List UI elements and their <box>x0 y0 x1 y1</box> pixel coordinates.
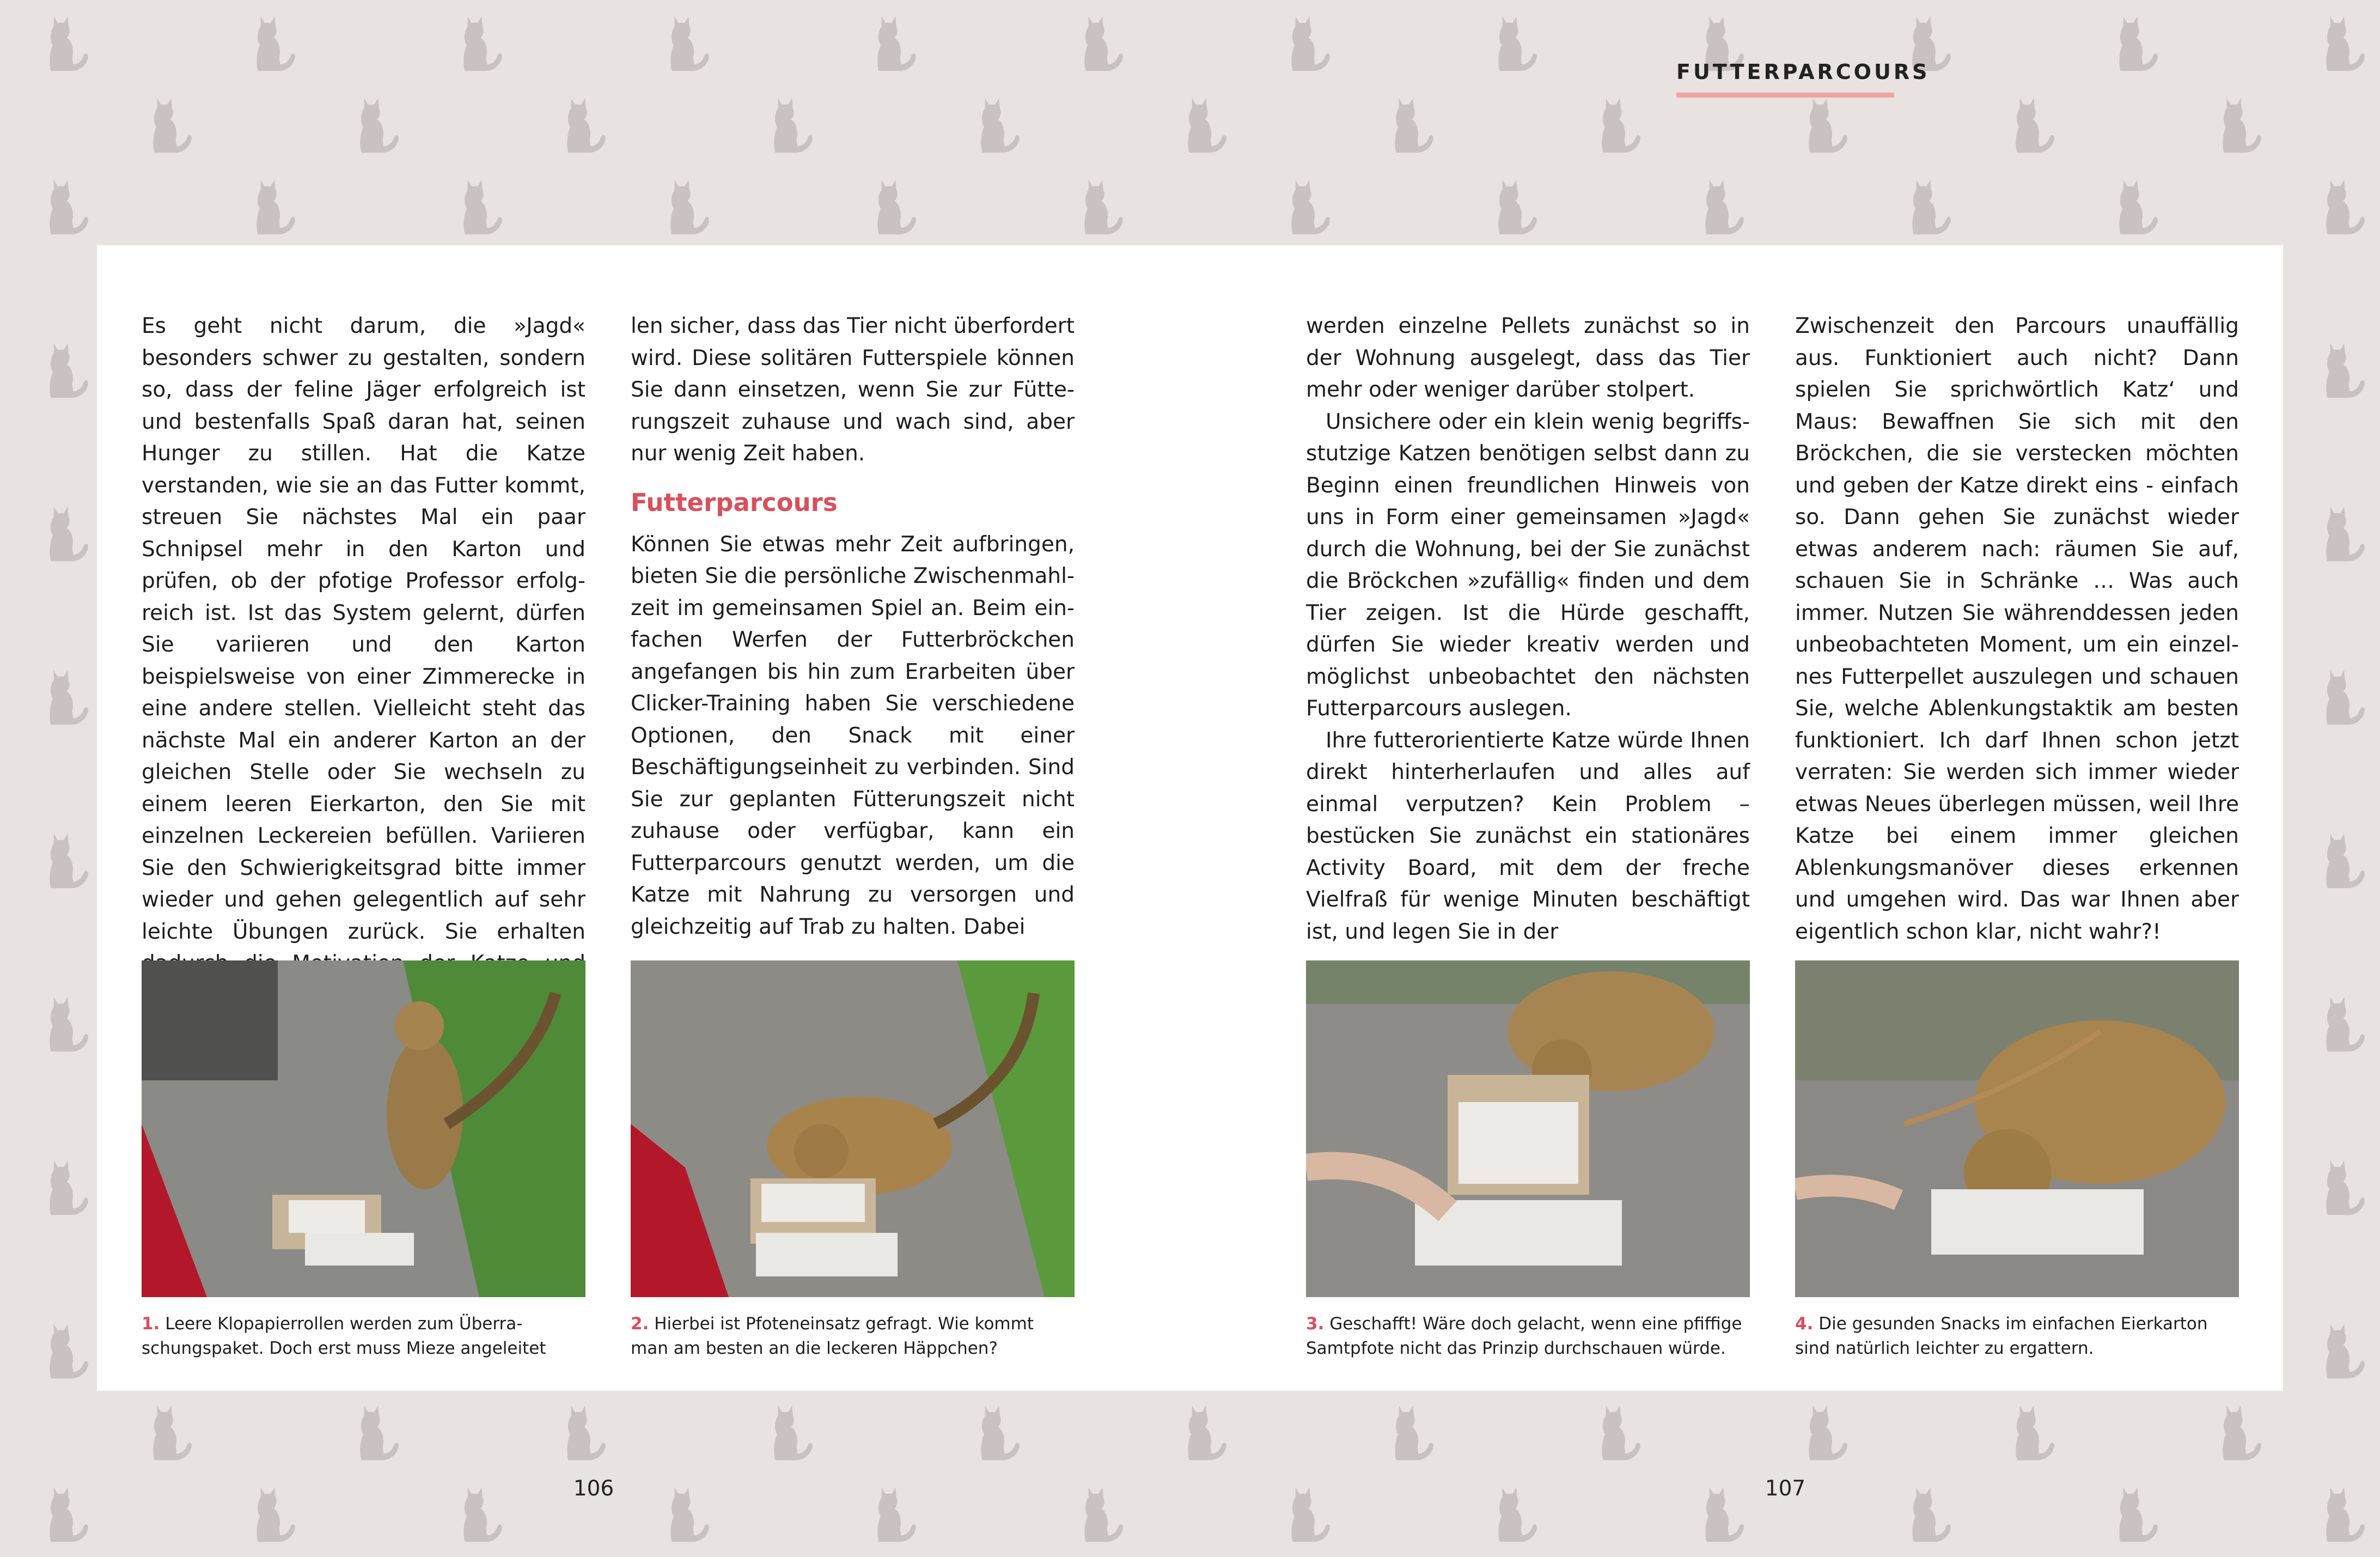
text-column-2 <box>631 311 1075 943</box>
photo-caption-2 <box>631 1312 1075 1361</box>
caption-text: Leere Klopapierrollen werden zum Überraschungspaket. Doch erst muss Mieze angeleitet <box>142 1314 546 1358</box>
photo-caption-1 <box>142 1312 585 1361</box>
paragraph: Zwischenzeit den Parcours unauffällig aus. Funktioniert auch nicht? Dann spielen Sie sprichwörtlich Katz‘ und Maus: Bewaffnen Sie sich mit den Bröckchen, die sie verstecken möchten und geben der Katze direkt eins - einfach so. Dann gehen Sie zunächst wieder etwas anderem nach: räumen Sie auf, schauen Sie in Schränke … Was auch immer. Nutzen Sie währenddessen jeden unbeobachteten Moment, um ein einzelnes Futterpellet auszulegen und schauen Sie, welche Ablenkungstaktik am besten funktioniert. Ich darf Ihnen schon jetzt verraten: Sie werden sich immer wieder etwas Neues überlegen müssen, weil Ihre Katze bei einem immer gleichen Ablenkungsmanöver dieses erkennen und umgehen wird. Das war Ihnen aber eigentlich schon klar, nicht wahr?! <box>1795 314 2239 944</box>
paragraph: Können Sie etwas mehr Zeit aufbringen, bieten Sie die persönliche Zwischenmahlzeit im gemeinsamen Spiel an. Beim einfachen Werfen der Futterbröckchen angefangen bis hin zum Erarbeiten über Clicker-Training haben Sie verschiedene Optionen, den Snack mit einer Beschäftigungseinheit zu verbinden. Sind Sie zur geplanten Fütterungszeit nicht zuhause oder verfügbar, kann ein Futterparcours genutzt werden, um die Katze mit Nahrung zu versorgen und gleichzeitig auf Trab zu halten. Dabei <box>631 532 1075 939</box>
caption-text: Hierbei ist Pfoteneinsatz gefragt. Wie kommt man am besten an die leckeren Häppchen? <box>631 1314 1034 1358</box>
paragraph: werden einzelne Pellets zunächst so in der Wohnung ausgelegt, dass das Tier mehr oder weniger darüber stolpert. <box>1306 314 1750 402</box>
running-head: FUTTERPARCOURS <box>1676 60 1930 84</box>
section-heading: Futterparcours <box>631 488 838 517</box>
caption-number: 1. <box>142 1314 160 1334</box>
photo-cat-box-3 <box>1306 960 1750 1297</box>
paragraph: Es geht nicht darum, die »Jagd« besonders schwer zu gestalten, sondern so, dass der feline Jäger erfolgreich ist und bestenfalls Spaß daran hat, seinen Hunger zu stillen. Hat die Katze verstanden, wie sie an das Futter kommt, streuen Sie nächstes Mal ein paar Schnipsel mehr in den Karton und prüfen, ob der pfotige Professor erfolgreich ist. Ist das System gelernt, dürfen Sie variieren und den Karton beispielsweise von einer Zimmerecke in eine andere stellen. Vielleicht steht das nächste Mal ein anderer Karton an der gleichen Stelle oder Sie wechseln zu einem leeren Eierkarton, den Sie mit einzelnen Leckereien befüllen. Variieren Sie den Schwierigkeitsgrad bitte immer wieder und gehen gelegentlich auf sehr leichte Übungen zurück. Sie erhalten <box>142 314 585 944</box>
photo-cat-box-2 <box>631 960 1075 1297</box>
photo-caption-4 <box>1795 1312 2239 1361</box>
paragraph: Ihre futterorientierte Katze würde Ihnen direkt hinterherlaufen und alles auf einmal verputzen? Kein Problem – bestücken Sie zunächst ein stationäres Activity Board, mit dem der freche Vielfraß für wenige Minuten beschäftigt ist, und legen Sie in der <box>1306 728 1750 944</box>
caption-text: Die gesunden Snacks im einfachen Eierkarton sind natürlich leichter zu ergattern. <box>1795 1314 2208 1358</box>
caption-number: 2. <box>631 1314 649 1334</box>
page-number-right: 107 <box>1765 1476 1806 1501</box>
caption-number: 4. <box>1795 1314 1814 1334</box>
paragraph: len sicher, dass das Tier nicht überfordert wird. Diese solitären Futterspiele können Sie dann einsetzen, wenn Sie zur Fütterungszeit zuhause und wach sind, aber nur wenig Zeit haben. <box>631 314 1075 466</box>
photo-cat-box-1 <box>142 960 585 1297</box>
text-column-3 <box>1306 311 1750 948</box>
photo-caption-3 <box>1306 1312 1750 1361</box>
caption-number: 3. <box>1306 1314 1325 1334</box>
caption-text: Geschafft! Wäre doch gelacht, wenn eine pfiffige Samtpfote nicht das Prinzip durchschauen würde. <box>1306 1314 1742 1358</box>
paragraph: Unsichere oder ein klein wenig begriffsstutzige Katzen benötigen selbst dann zu Beginn einen freundlichen Hinweis von uns in Form einer gemeinsamen »Jagd« durch die Wohnung, bei der Sie zunächst die Bröckchen »zufällig« finden und dem Tier zeigen. Ist die Hürde geschafft, dürfen Sie wieder kreativ werden und möglichst unbeobachtet den nächsten Futterparcours auslegen. <box>1306 409 1750 721</box>
photo-cat-box-4 <box>1795 960 2239 1297</box>
page-number-left: 106 <box>573 1476 614 1501</box>
running-head-rule <box>1676 93 1894 98</box>
text-column-4 <box>1795 311 2239 948</box>
text-column-1 <box>142 311 585 1012</box>
